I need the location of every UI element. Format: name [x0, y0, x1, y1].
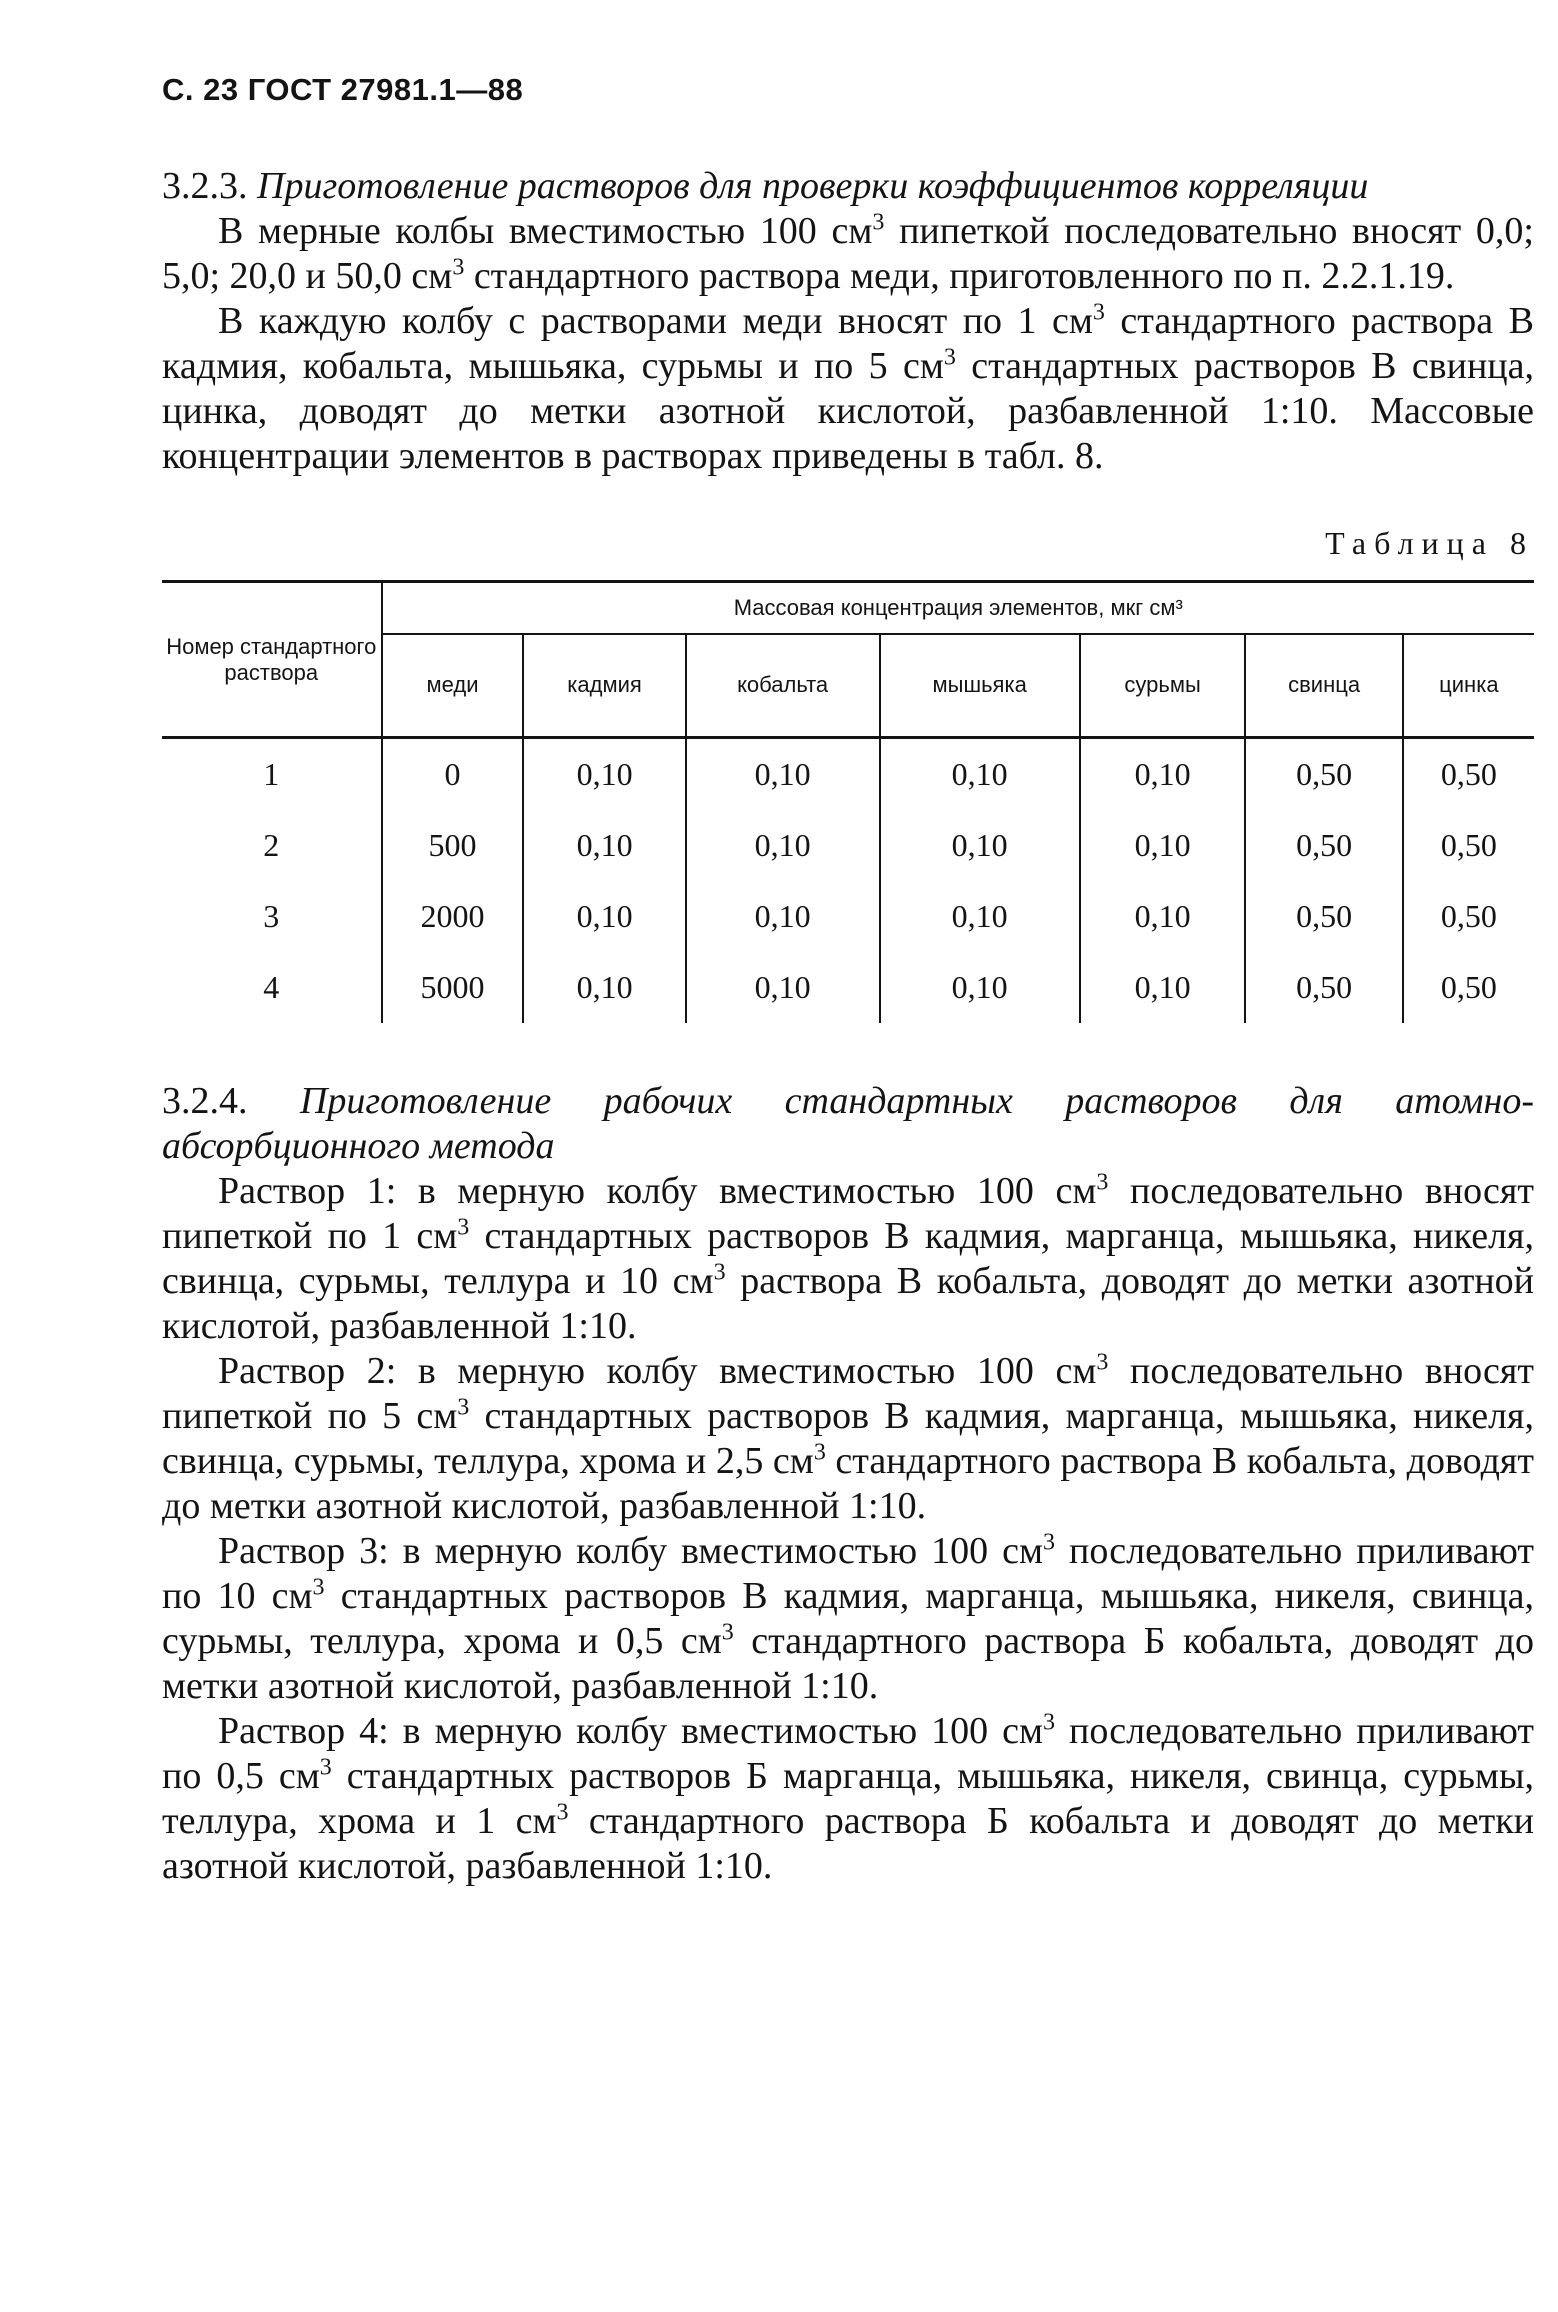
- row-header: Номер стандартного раствора: [162, 582, 382, 738]
- section-number: 3.2.4.: [162, 1080, 248, 1122]
- table-caption: Таблица 8: [1325, 525, 1534, 561]
- paragraph-solution-1: Раствор 1: в мерную колбу вместимостью 100 $см^3$ последовательно вносят пипеткой по 1 $см^3$ стандартных растворов В кадмия, марганца, мышьяка, никеля, свинца, сурьмы, теллура и 10 $см^3$ раствора В кобальта, доводят до метки азотной кислотой, разбавленной 1:10.: [162, 1169, 1535, 1347]
- paragraph: В каждую колбу с растворами меди вносят по 1 $см^3$ стандартного раствора В кадмия, кобальта, мышьяка, сурьмы и по 5 $см^3$ стандартных растворов В свинца, цинка, доводят до метки азотной кислотой, разбавленной 1:10. Массовые концентрации элементов в растворах приведены в табл. 8.: [162, 299, 1534, 477]
- section-heading-3-2-3: [162, 164, 1534, 209]
- page-header: С. 23 ГОСТ 27981.1—88: [162, 72, 524, 107]
- col-header: свинца: [1245, 634, 1402, 738]
- table-row: 3 2000 0,10 0,10 0,10 0,10 0,50 0,50: [162, 881, 1534, 952]
- paragraph-solution-4: Раствор 4: в мерную колбу вместимостью 100 $см^3$ последовательно приливают по 0,5 $см^3$ стандартных растворов Б марганца, мышьяка, никеля, свинца, сурьмы, теллура, хрома и 1 $см^3$ стандартного раствора Б кобальта и доводят до метки азотной кислотой, разбавленной 1:10.: [162, 1709, 1535, 1887]
- table-row: 1 0 0,10 0,10 0,10 0,10 0,50 0,50: [162, 738, 1534, 811]
- col-header: кобальта: [686, 634, 880, 738]
- group-header: Массовая концентрация элементов, мкг см³: [382, 582, 1534, 634]
- col-header: мышьяка: [880, 634, 1080, 738]
- col-header: меди: [382, 634, 524, 738]
- section-title: Приготовление рабочих стандартных растворов для атомно-абсорбционного метода: [162, 1080, 1534, 1167]
- section-title: Приготовление растворов для проверки коэффициентов корреляции: [257, 165, 1369, 207]
- col-header: сурьмы: [1080, 634, 1246, 738]
- col-header: кадмия: [523, 634, 685, 738]
- table-row: 2 500 0,10 0,10 0,10 0,10 0,50 0,50: [162, 810, 1534, 881]
- paragraph-solution-2: Раствор 2: в мерную колбу вместимостью 100 $см^3$ последовательно вносят пипеткой по 5 $см^3$ стандартных растворов В кадмия, марганца, мышьяка, никеля, свинца, сурьмы, теллура, хрома и 2,5 $см^3$ стандартного раствора В кобальта, доводят до метки азотной кислотой, разбавленной 1:10.: [162, 1349, 1535, 1527]
- section-heading-3-2-4: [162, 1079, 1534, 1169]
- table-row: 4 5000 0,10 0,10 0,10 0,10 0,50 0,50: [162, 952, 1534, 1023]
- document-page: [162, 72, 1534, 1889]
- section-number: 3.2.3.: [162, 165, 248, 207]
- paragraph-solution-3: Раствор 3: в мерную колбу вместимостью 100 $см^3$ последовательно приливают по 10 $см^3$ стандартных растворов В кадмия, марганца, мышьяка, никеля, свинца, сурьмы, теллура, хрома и 0,5 $см^3$ стандартного раствора Б кобальта, доводят до метки азотной кислотой, разбавленной 1:10.: [162, 1529, 1535, 1707]
- paragraph: В мерные колбы вместимостью 100 $см^3$ пипеткой последовательно вносят 0,0; 5,0; 20,0 и 50,0 $см^3$ стандартного раствора меди, приготовленного по п. 2.2.1.19.: [162, 209, 1534, 297]
- table-8: [162, 580, 1534, 1023]
- col-header: цинка: [1403, 634, 1534, 738]
